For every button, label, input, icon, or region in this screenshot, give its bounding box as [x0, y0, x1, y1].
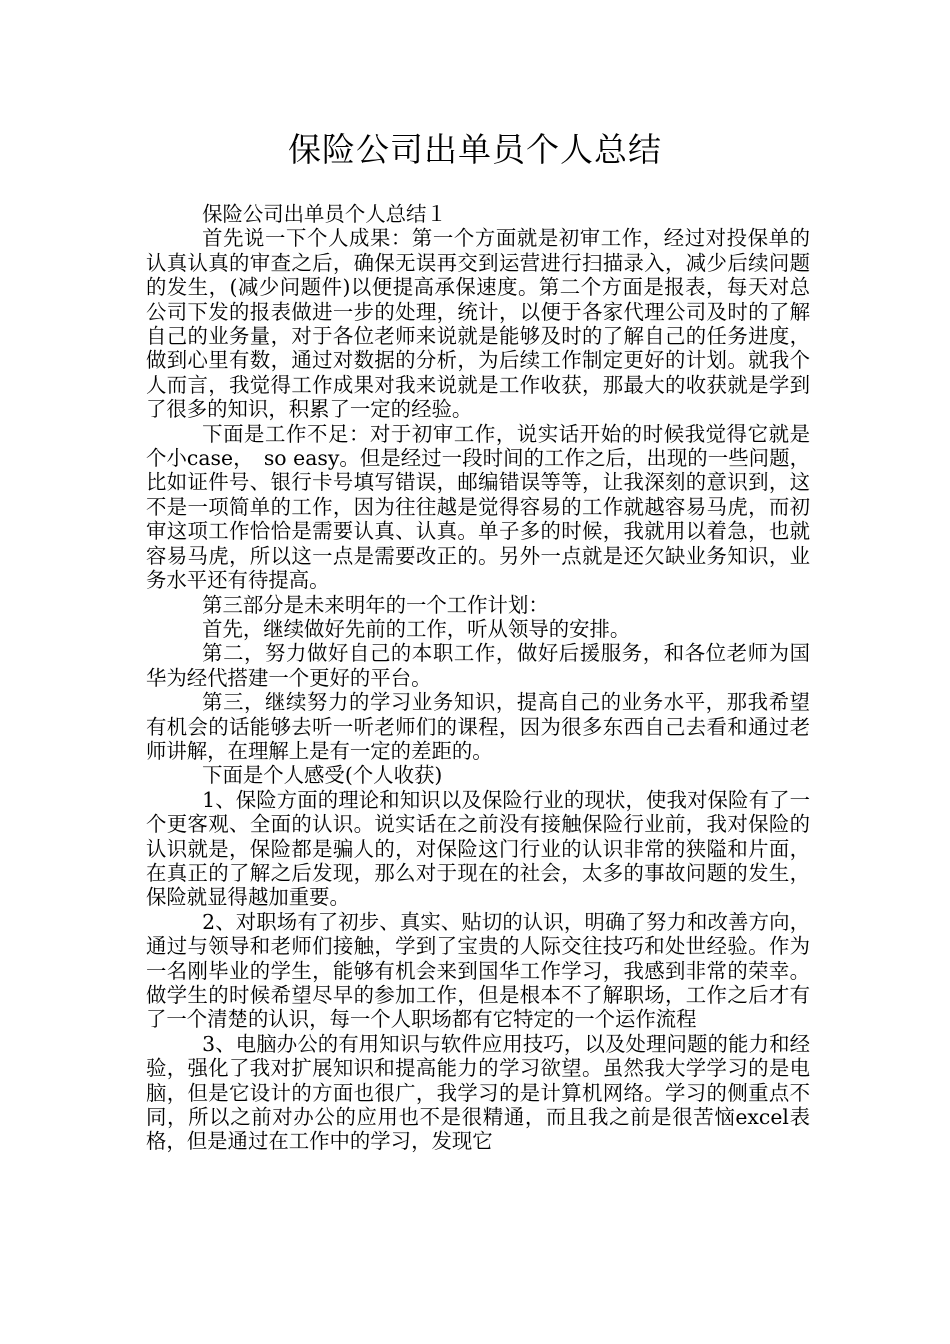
paragraph: 第三部分是未来明年的一个工作计划： — [202, 592, 549, 617]
paragraph: 2、对职场有了初步、真实、贴切的认识，明确了努力和改善方向，通过与领导和老师们接触，学到了宝贵的人际交往技巧和处世经验。作为一名刚毕业的学生，能够有机会来到国华工作学习，我感到非常的荣幸。做学生的时候希望尽早的参加工作，但是根本不了解职场，工作之后才有了一个清楚的认识，每一个人职场都有它特定的一个运作流程 — [146, 909, 810, 1032]
paragraph: 3、电脑办公的有用知识与软件应用技巧，以及处理问题的能力和经验，强化了我对扩展知识和提高能力的学习欲望。虽然我大学学习的是电脑，但是它设计的方面也很广，我学习的是计算机网络。学习的侧重点不同，所以之前对办公的应用也不是很精通，而且我之前是很苦恼excel表格，但是通过在工作中的学习，发现它 — [146, 1031, 810, 1154]
paragraph: 第三，继续努力的学习业务知识，提高自己的业务水平，那我希望有机会的话能够去听一听老师们的课程，因为很多东西自己去看和通过老师讲解，在理解上是有一定的差距的。 — [146, 690, 810, 763]
paragraph: 第二，努力做好自己的本职工作，做好后援服务，和各位老师为国华为经代搭建一个更好的平台。 — [146, 641, 810, 690]
document-title: 保险公司出单员个人总结 — [288, 130, 662, 169]
document-body — [146, 202, 810, 1154]
paragraph: 首先说一下个人成果：第一个方面就是初审工作，经过对投保单的认真认真的审查之后，确保无误再交到运营进行扫描录入，减少后续问题的发生，(减少问题件)以便提高承保速度。第二个方面是报表，每天对总公司下发的报表做进一步的处理，统计，以便于各家代理公司及时的了解自己的业务量，对于各位老师来说就是能够及时的了解自己的任务进度，做到心里有数，通过对数据的分析，为后续工作制定更好的计划。就我个人而言，我觉得工作成果对我来说就是工作收获，那最大的收获就是学到了很多的知识，积累了一定的经验。 — [146, 226, 810, 422]
paragraph: 保险公司出单员个人总结１ — [202, 202, 447, 226]
paragraph: 下面是个人感受(个人收获) — [202, 763, 443, 788]
paragraph: 下面是工作不足：对于初审工作，说实话开始的时候我觉得它就是个小case， so easy。但是经过一段时间的工作之后，出现的一些问题，比如证件号、银行卡号填写错误，邮编错误等等，让我深刻的意识到，这不是一项简单的工作，因为往往越是觉得容易的工作就越容易马虎，而初审这项工作恰恰是需要认真、认真。单子多的时候，我就用以着急，也就容易马虎，所以这一点是需要改正的。另外一点就是还欠缺业务知识，业务水平还有待提高。 — [146, 421, 810, 593]
paragraph: 1、保险方面的理论和知识以及保险行业的现状，使我对保险有了一个更客观、全面的认识。说实话在之前没有接触保险行业前，我对保险的认识就是，保险都是骗人的，对保险这门行业的认识非常的狭隘和片面，在真正的了解之后发现，那么对于现在的社会，太多的事故问题的发生，保险就显得越加重要。 — [146, 787, 810, 910]
paragraph: 首先，继续做好先前的工作，听从领导的安排。 — [202, 616, 631, 641]
